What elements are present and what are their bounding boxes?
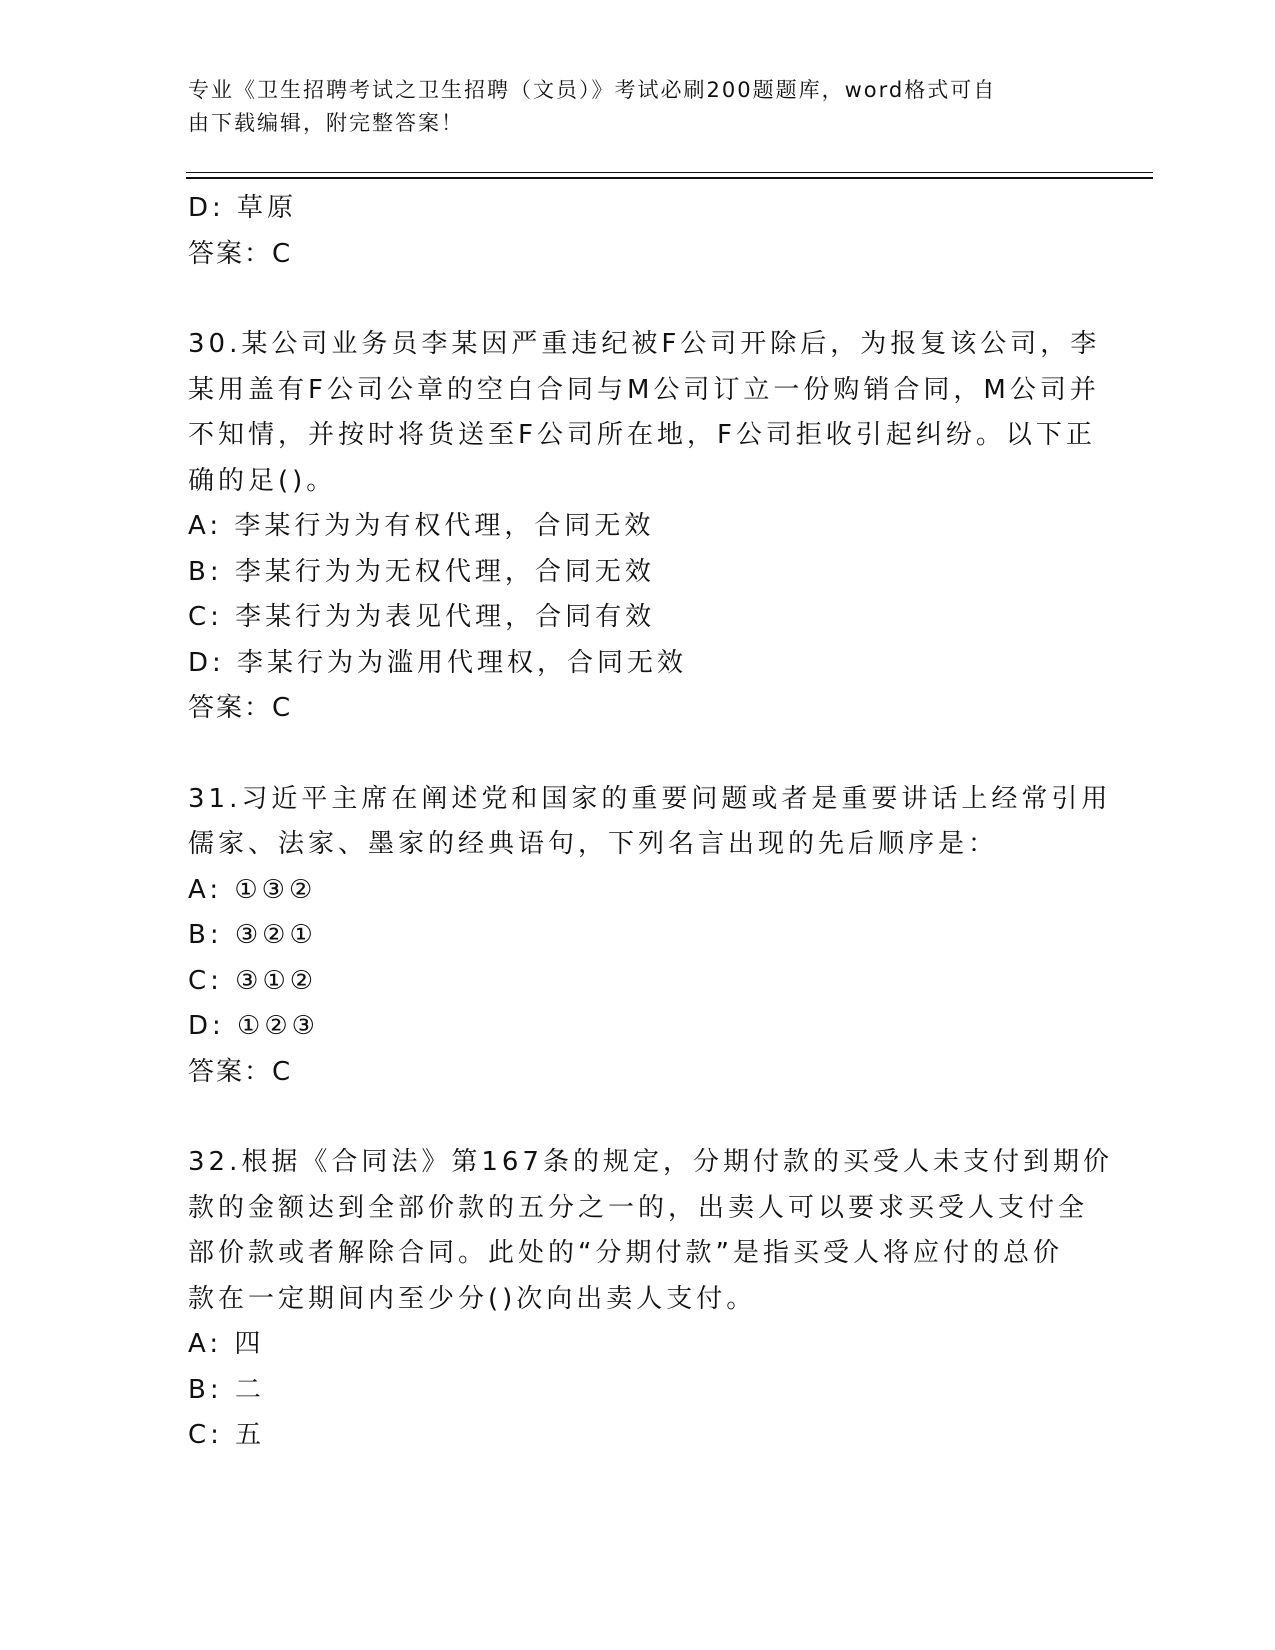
document-header [188, 74, 1068, 140]
option-c: C: 五 [188, 1420, 266, 1450]
question-text-line: 30.某公司业务员李某因严重违纪被F公司开除后，为报复该公司，李 [188, 329, 1101, 359]
answer: 答案：C [188, 693, 293, 723]
question-text-line: 31.习近平主席在阐述党和国家的重要问题或者是重要讲话上经常引用 [188, 783, 1112, 814]
question-text-line: 确的足()。 [188, 465, 337, 496]
option-c: C: ③①② [188, 965, 318, 996]
option-c: C: 李某行为为表见代理，合同有效 [188, 602, 656, 632]
header-line-2: 由下载编辑，附完整答案！ [188, 111, 464, 135]
question-text-line: 款的金额达到全部价款的五分之一的，出卖人可以要求买受人支付全 [188, 1192, 1089, 1223]
question-30 [188, 322, 1101, 732]
question-text-line: 不知情，并按时将货送至F公司所在地，F公司拒收引起纠纷。以下正 [188, 420, 1096, 450]
option-a: A: ①③② [188, 874, 317, 905]
header-line-1: 专业《卫生招聘考试之卫生招聘（文员）》考试必刷200题题库，word格式可自 [188, 78, 997, 102]
question-text-line: 某用盖有F公司公章的空白合同与M公司订立一份购销合同，M公司并 [188, 374, 1100, 405]
question-text-line: 款在一定期间内至少分()次向出卖人支付。 [188, 1283, 757, 1314]
option-b: B: 二 [188, 1374, 265, 1405]
spacer [188, 732, 1088, 777]
header-rule-thick [186, 177, 1153, 179]
option-d: D: 李某行为为滥用代理权，合同无效 [188, 647, 688, 678]
answer: 答案：C [188, 1056, 293, 1087]
question-content [188, 186, 1113, 1459]
prev-option-d: D: 草原 [188, 193, 298, 223]
option-a: A: 四 [188, 1329, 265, 1359]
header-rule-thin [186, 172, 1153, 173]
question-31 [188, 777, 1112, 1096]
prev-answer: 答案：C [188, 238, 293, 269]
question-text-line: 部价款或者解除合同。此处的“分期付款”是指买受人将应付的总价 [188, 1238, 1063, 1268]
option-a: A: 李某行为为有权代理，合同无效 [188, 511, 655, 541]
question-text-line: 32.根据《合同法》第167条的规定，分期付款的买受人未支付到期价 [188, 1147, 1113, 1177]
spacer [188, 277, 1088, 322]
spacer [188, 1095, 1088, 1140]
option-b: B: ③②① [188, 920, 317, 950]
option-d: D: ①②③ [188, 1011, 319, 1041]
question-32 [188, 1140, 1113, 1459]
option-b: B: 李某行为为无权代理，合同无效 [188, 556, 655, 587]
question-text-line: 儒家、法家、墨家的经典语句，下列名言出现的先后顺序是： [188, 829, 999, 859]
